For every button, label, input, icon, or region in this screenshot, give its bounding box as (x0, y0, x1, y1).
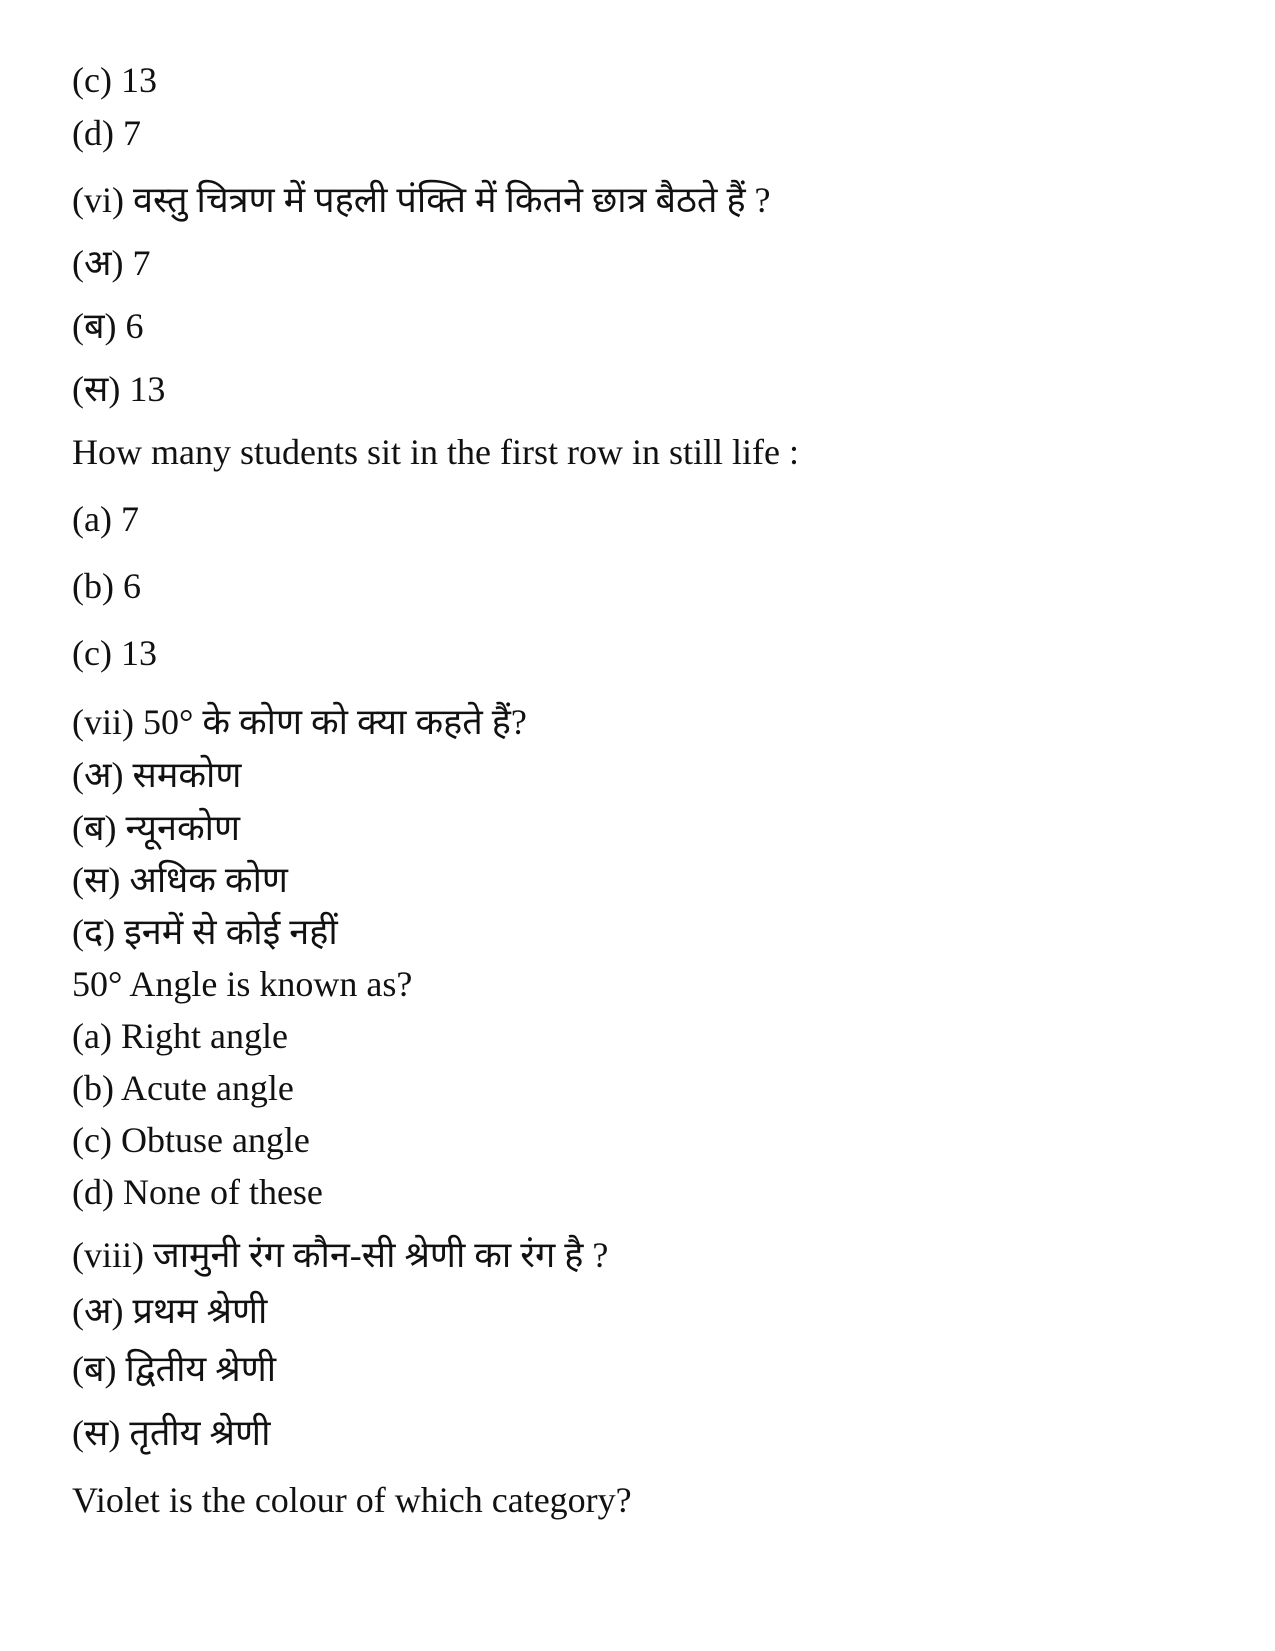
question-vii-english: 50° Angle is known as? (72, 964, 413, 1004)
question-viii-english: Violet is the colour of which category? (72, 1480, 632, 1520)
question-viii-hindi: (viii) जामुनी रंग कौन-सी श्रेणी का रंग है ? (72, 1235, 609, 1275)
option-a-hindi-7: (अ) 7 (72, 243, 151, 283)
option-d-none-of-these: (d) None of these (72, 1172, 323, 1212)
option-b-acute-angle: (b) Acute angle (72, 1068, 294, 1108)
option-c-hindi-obtuse-angle: (स) अधिक कोण (72, 860, 288, 900)
question-vi-english: How many students sit in the first row in still life : (72, 432, 799, 472)
option-a-right-angle: (a) Right angle (72, 1016, 288, 1056)
option-a-7: (a) 7 (72, 499, 139, 539)
option-c-hindi-third-category: (स) तृतीय श्रेणी (72, 1413, 271, 1453)
option-c-hindi-13: (स) 13 (72, 369, 166, 409)
option-b-hindi-acute-angle: (ब) न्यूनकोण (72, 808, 241, 848)
option-a-hindi-right-angle: (अ) समकोण (72, 755, 242, 795)
option-d-7: (d) 7 (72, 113, 141, 153)
option-b-hindi-6: (ब) 6 (72, 306, 144, 346)
option-b-hindi-second-category: (ब) द्वितीय श्रेणी (72, 1349, 277, 1389)
option-a-hindi-first-category: (अ) प्रथम श्रेणी (72, 1291, 268, 1331)
option-b-6: (b) 6 (72, 566, 141, 606)
option-c-13: (c) 13 (72, 60, 157, 100)
option-d-hindi-none: (द) इनमें से कोई नहीं (72, 912, 338, 952)
option-c-13-second: (c) 13 (72, 633, 157, 673)
question-vi-hindi: (vi) वस्तु चित्रण में पहली पंक्ति में कितने छात्र बैठते हैं ? (72, 180, 771, 220)
question-vii-hindi: (vii) 50° के कोण को क्या कहते हैं? (72, 702, 527, 742)
option-c-obtuse-angle: (c) Obtuse angle (72, 1120, 310, 1160)
